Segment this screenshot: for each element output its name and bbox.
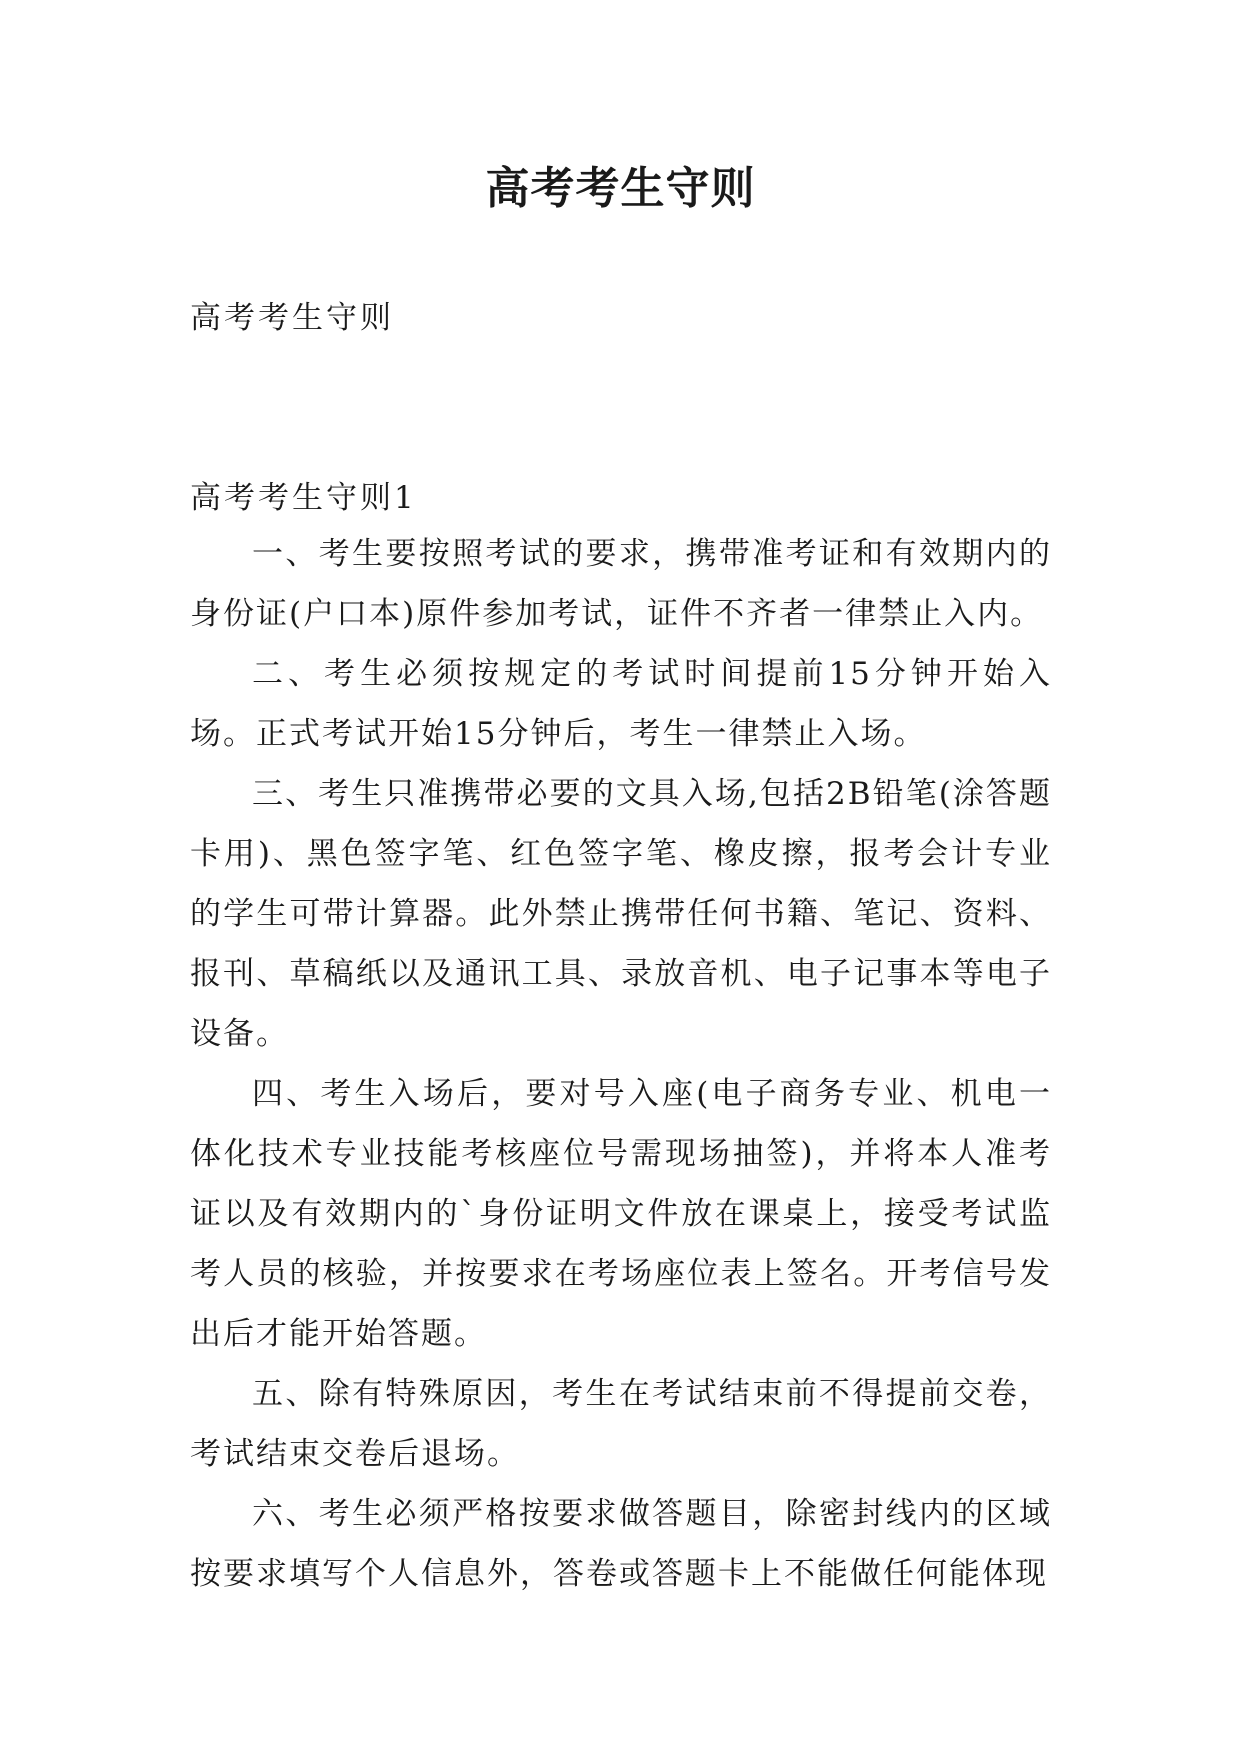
paragraph-6: 六、考生必须严格按要求做答题目，除密封线内的区域按要求填写个人信息外，答卷或答题卡上不能做任何能体现 (190, 1496, 1052, 1592)
paragraph-1: 一、考生要按照考试的要求，携带准考证和有效期内的身份证(户口本)原件参加考试，证件不齐者一律禁止入内。 (190, 536, 1052, 632)
paragraph-2: 二、考生必须按规定的考试时间提前15分钟开始入场。正式考试开始15分钟后，考生一律禁止入场。 (190, 656, 1052, 752)
document-title: 高考考生守则 (485, 163, 756, 214)
paragraph-3: 三、考生只准携带必要的文具入场,包括2B铅笔(涂答题卡用)、黑色签字笔、红色签字笔、橡皮擦，报考会计专业的学生可带计算器。此外禁止携带任何书籍、笔记、资料、报刊、草稿纸以及通讯工具、录放音机、电子记事本等电子设备。 (190, 776, 1052, 1052)
document-body (190, 524, 1052, 1604)
section-heading: 高考考生守则1 (190, 480, 417, 516)
paragraph-4: 四、考生入场后，要对号入座(电子商务专业、机电一体化技术专业技能考核座位号需现场抽签)，并将本人准考证以及有效期内的`身份证明文件放在课桌上，接受考试监考人员的核验，并按要求在考场座位表上签名。开考信号发出后才能开始答题。 (190, 1076, 1052, 1352)
paragraph-5: 五、除有特殊原因，考生在考试结束前不得提前交卷，考试结束交卷后退场。 (190, 1376, 1052, 1472)
document-subtitle: 高考考生守则 (190, 300, 394, 336)
